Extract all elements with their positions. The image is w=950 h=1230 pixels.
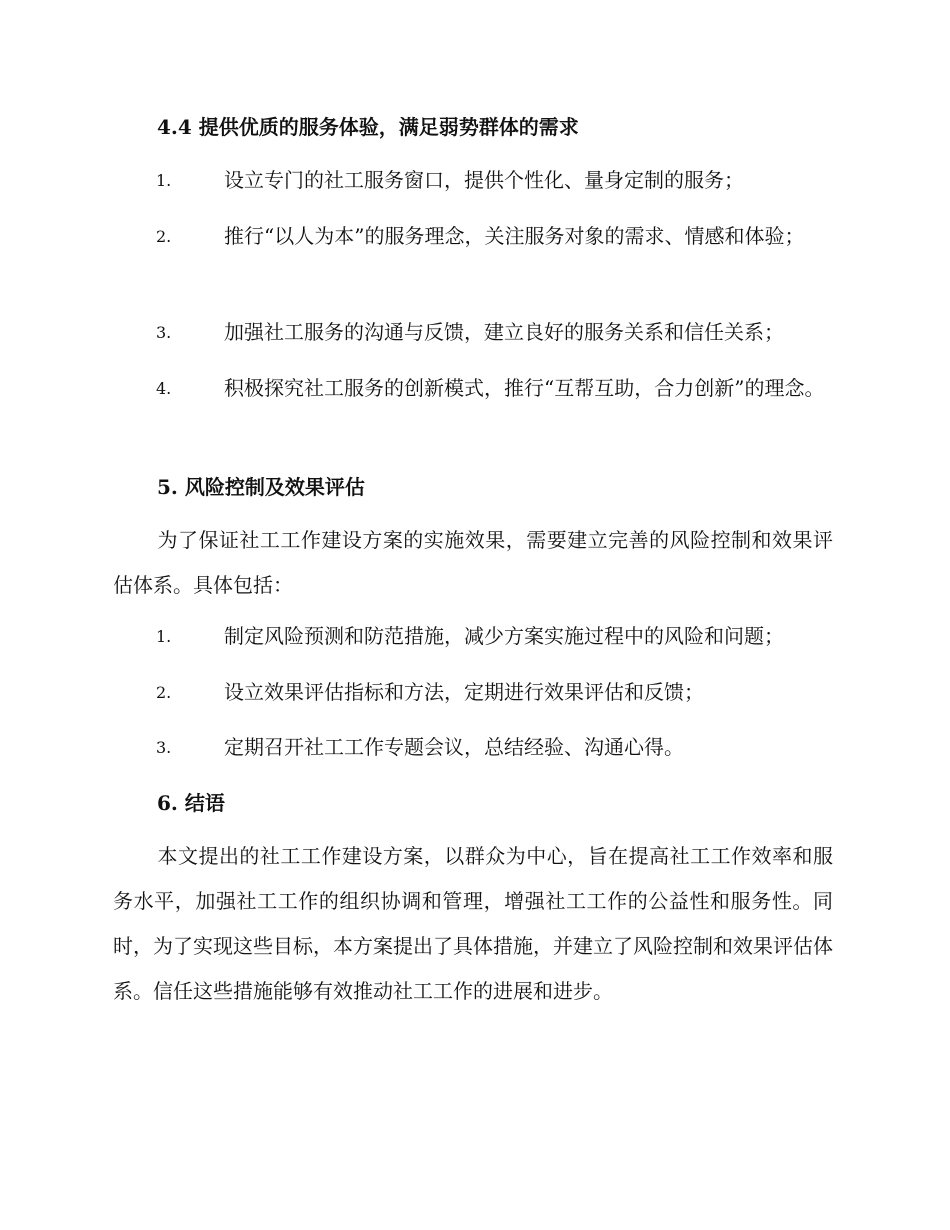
list-text: 设立专门的社工服务窗口，提供个性化、量身定制的服务； (224, 168, 744, 192)
list-number: 3. (156, 323, 172, 342)
section-6-body-text: 本文提出的社工工作建设方案，以群众为中心，旨在提高社工工作效率和服务水平，加强社工工作的组织协调和管理，增强社工工作的公益性和服务性。同时，为了实现这些目标，本方案提出了具体措施，并建立了风险控制和效果评估体系。信任这些措施能够有效推动社工工作的进展和进步。 (113, 844, 833, 1003)
list-number: 1. (156, 627, 172, 646)
list-text: 制定风险预测和防范措施，减少方案实施过程中的风险和问题； (224, 624, 784, 648)
list-number: 4. (156, 379, 172, 398)
list-text: 推行“以人为本”的服务理念，关注服务对象的需求、情感和体验； (224, 224, 805, 248)
list-text: 积极探究社工服务的创新模式，推行“互帮互助，合力创新”的理念。 (224, 376, 825, 400)
list-item (113, 158, 833, 203)
list-item (113, 670, 833, 715)
section-4-4-heading: 4.4 提供优质的服务体验，满足弱势群体的需求 (157, 115, 579, 139)
list-item (113, 214, 833, 259)
section-5-intro (113, 518, 833, 608)
section-6-heading: 6. 结语 (157, 791, 225, 815)
list-number: 1. (156, 171, 172, 190)
list-item (113, 366, 833, 411)
section-5-heading: 5. 风险控制及效果评估 (157, 475, 365, 499)
list-item (113, 614, 833, 659)
list-number: 3. (156, 738, 172, 757)
list-number: 2. (156, 227, 172, 246)
list-item (113, 725, 833, 770)
list-text: 设立效果评估指标和方法，定期进行效果评估和反馈； (224, 680, 704, 704)
section-6-body (113, 834, 833, 1014)
list-text: 加强社工服务的沟通与反馈，建立良好的服务关系和信任关系； (224, 320, 784, 344)
section-5-intro-text: 为了保证社工工作建设方案的实施效果，需要建立完善的风险控制和效果评估体系。具体包括： (113, 528, 833, 597)
list-item (113, 310, 833, 355)
list-text: 定期召开社工工作专题会议，总结经验、沟通心得。 (224, 735, 684, 759)
list-number: 2. (156, 683, 172, 702)
